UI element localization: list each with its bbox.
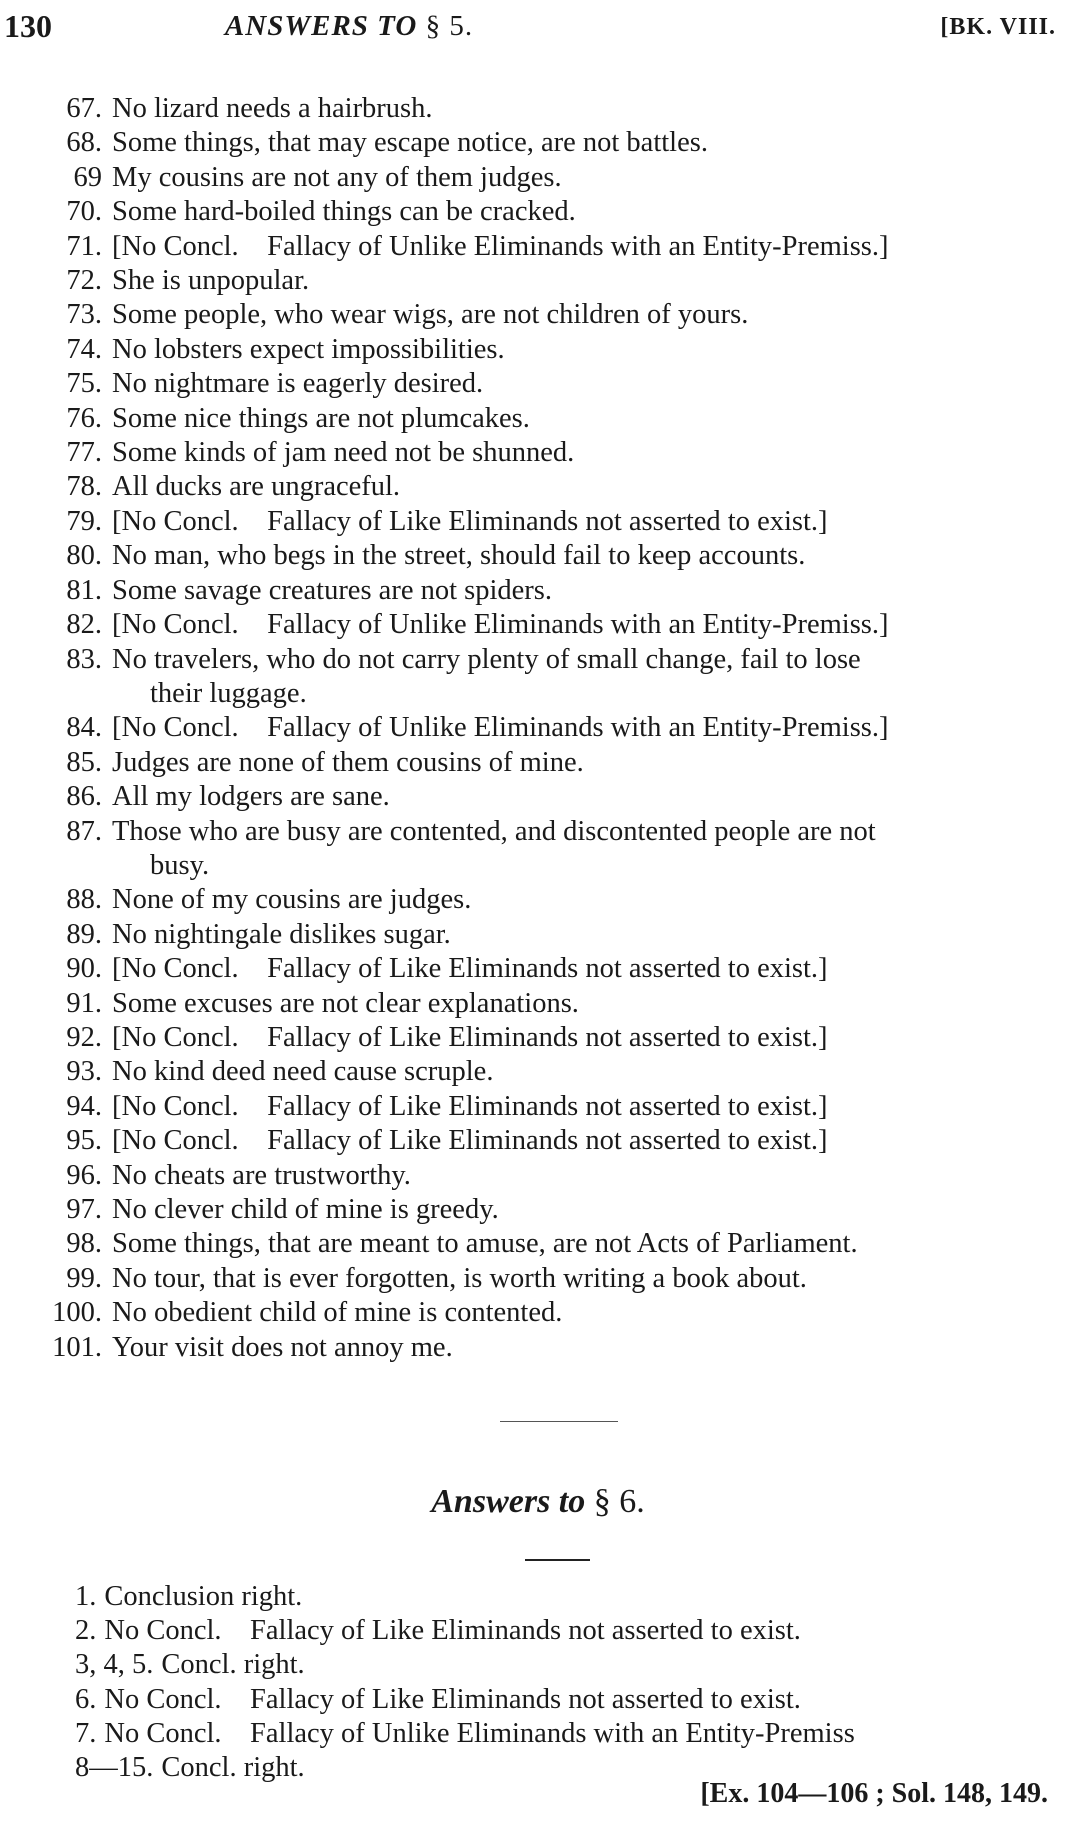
item-number: 86.: [66, 781, 102, 813]
item-text: [112, 1331, 1068, 1365]
list-item: [0, 1262, 1068, 1296]
item-text-line: No kind deed need cause scruple.: [112, 1056, 494, 1088]
item-text: [112, 883, 1068, 917]
item-number: 79.: [66, 505, 102, 537]
item-text-line: Those who are busy are contented, and discontented people are not: [112, 815, 876, 847]
list-item: [0, 1193, 1068, 1227]
item-text: [112, 711, 1068, 745]
item-text: [112, 780, 1068, 814]
item-text: [112, 470, 1068, 504]
answers-section-6-list: [75, 1580, 1075, 1785]
item-number: 75.: [66, 368, 102, 400]
item-number: 71.: [66, 230, 102, 262]
list-item: [0, 230, 1068, 264]
item-text: [112, 1090, 1068, 1124]
item-number: 82.: [66, 609, 102, 641]
item-text-line: Some things, that are meant to amuse, are not Acts of Parliament.: [112, 1228, 858, 1260]
item-number: 101.: [52, 1331, 102, 1363]
item-text: [112, 436, 1068, 470]
section-6-heading: [0, 1483, 1076, 1521]
item-text-line: [No Concl. Fallacy of Unlike Eliminands with an Entity-Premiss.]: [112, 712, 889, 744]
item-text: [112, 539, 1068, 573]
list-item: [0, 1227, 1068, 1261]
item-text: [112, 1227, 1068, 1261]
item-text: [112, 746, 1068, 780]
running-title-text: ANSWERS TO: [224, 10, 418, 42]
item-text: [112, 1124, 1068, 1158]
item-text-line: Some excuses are not clear explanations.: [112, 987, 579, 1019]
item-number: 67.: [66, 93, 102, 124]
page-number: 130: [4, 8, 52, 44]
list-item: [0, 987, 1068, 1021]
list-item: [0, 1124, 1068, 1158]
item-number: 88.: [66, 884, 102, 916]
item-number: 6.: [75, 1683, 97, 1715]
item-text: [112, 815, 1068, 884]
item-number: 90.: [66, 953, 102, 985]
item-text-line: All my lodgers are sane.: [112, 781, 390, 813]
list-item: [75, 1648, 1075, 1682]
item-text-line: [No Concl. Fallacy of Unlike Eliminands with an Entity-Premiss.]: [112, 609, 889, 641]
list-item: [0, 195, 1068, 229]
item-text: [112, 574, 1068, 608]
item-number: 89.: [66, 918, 102, 950]
list-item: [0, 264, 1068, 298]
list-item: [0, 608, 1068, 642]
item-text: Concl. right.: [161, 1649, 305, 1681]
item-text-line: No man, who begs in the street, should fail to keep accounts.: [112, 540, 806, 572]
item-number: 100.: [52, 1297, 102, 1329]
running-title-section: § 5.: [425, 10, 474, 42]
list-item: [0, 746, 1068, 780]
list-item: [0, 643, 1068, 712]
item-text: [112, 402, 1068, 436]
list-item: [75, 1580, 1075, 1614]
item-text-line: No nightmare is eagerly desired.: [112, 368, 484, 400]
item-number: 87.: [66, 815, 102, 847]
item-number: 99.: [66, 1262, 102, 1294]
item-text: No Concl. Fallacy of Like Eliminands not asserted to exist.: [104, 1615, 801, 1647]
list-item: [0, 1296, 1068, 1330]
item-text-line: Some things, that may escape notice, are not battles.: [112, 127, 708, 159]
list-item: [0, 92, 1068, 126]
item-number: 8—15.: [75, 1752, 154, 1784]
list-item: [0, 952, 1068, 986]
item-number: 68.: [66, 127, 102, 159]
item-text: [112, 1193, 1068, 1227]
item-text: [112, 230, 1068, 264]
item-number: 91.: [66, 987, 102, 1019]
item-text-line: Judges are none of them cousins of mine.: [112, 746, 584, 778]
item-number: 84.: [66, 712, 102, 744]
item-number: 78.: [66, 471, 102, 503]
item-text-line: [No Concl. Fallacy of Unlike Eliminands with an Entity-Premiss.]: [112, 230, 889, 262]
item-number: 83.: [66, 643, 102, 675]
item-number: 74.: [66, 333, 102, 365]
item-text-line: Some nice things are not plumcakes.: [112, 402, 530, 434]
item-text-line: No tour, that is ever forgotten, is worth writing a book about.: [112, 1262, 807, 1294]
list-item: [0, 918, 1068, 952]
item-text-line: Some kinds of jam need not be shunned.: [112, 437, 575, 469]
item-text: [112, 918, 1068, 952]
item-text: [112, 987, 1068, 1021]
item-text-line: All ducks are ungraceful.: [112, 471, 401, 503]
list-item: [0, 333, 1068, 367]
section-divider: [500, 1421, 618, 1422]
item-text: [112, 1159, 1068, 1193]
list-item: [75, 1717, 1075, 1751]
page-header: [4, 8, 1060, 48]
item-number: 1.: [75, 1581, 97, 1612]
item-text: [112, 92, 1068, 126]
list-item: [0, 161, 1068, 195]
item-number: 85.: [66, 746, 102, 778]
item-text-line: No lobsters expect impossibilities.: [112, 333, 505, 365]
list-item: [0, 298, 1068, 332]
item-text: [112, 1262, 1068, 1296]
item-number: 81.: [66, 574, 102, 606]
heading-rule: [525, 1559, 590, 1561]
item-number: 76.: [66, 402, 102, 434]
list-item: [0, 711, 1068, 745]
book-reference: [BK. VIII.: [940, 14, 1056, 40]
item-number: 7.: [75, 1717, 97, 1749]
item-text: Concl. right.: [161, 1752, 305, 1784]
item-text: [112, 505, 1068, 539]
list-item: [0, 883, 1068, 917]
item-text: [112, 126, 1068, 160]
item-number: 2.: [75, 1615, 97, 1647]
item-text-line: [No Concl. Fallacy of Like Eliminands not asserted to exist.]: [112, 1090, 828, 1122]
item-text-line: No travelers, who do not carry plenty of small change, fail to lose: [112, 643, 861, 675]
item-text-line: No nightingale dislikes sugar.: [112, 918, 451, 950]
list-item: [0, 402, 1068, 436]
item-text: No Concl. Fallacy of Like Eliminands not asserted to exist.: [104, 1683, 801, 1715]
list-item: [0, 574, 1068, 608]
item-text-line: None of my cousins are judges.: [112, 884, 472, 916]
list-item: [0, 470, 1068, 504]
section-6-heading-text: Answers to: [431, 1483, 586, 1520]
item-text-line: Some people, who wear wigs, are not children of yours.: [112, 299, 749, 331]
item-number: 72.: [66, 265, 102, 297]
list-item: [0, 1159, 1068, 1193]
item-number: 73.: [66, 299, 102, 331]
item-text-line: [No Concl. Fallacy of Like Eliminands not asserted to exist.]: [112, 1021, 828, 1053]
item-text-line: Your visit does not annoy me.: [112, 1331, 453, 1363]
list-item: [0, 1055, 1068, 1089]
item-text-line: [No Concl. Fallacy of Like Eliminands not asserted to exist.]: [112, 1125, 828, 1157]
list-item: [0, 1331, 1068, 1365]
cross-reference: [Ex. 104—106 ; Sol. 148, 149.: [700, 1778, 1048, 1809]
item-text-line: No obedient child of mine is contented.: [112, 1297, 563, 1329]
item-text: [112, 1055, 1068, 1089]
item-number: 97.: [66, 1194, 102, 1225]
item-text: [112, 1021, 1068, 1055]
item-text-line: Some hard-boiled things can be cracked.: [112, 196, 576, 228]
item-text: [112, 333, 1068, 367]
item-text: [112, 161, 1068, 195]
list-item: [0, 126, 1068, 160]
list-item: [0, 367, 1068, 401]
list-item: [75, 1614, 1075, 1648]
item-text: [112, 952, 1068, 986]
item-text: [112, 264, 1068, 298]
item-text: [112, 298, 1068, 332]
running-title: [4, 10, 694, 43]
item-text-line: My cousins are not any of them judges.: [112, 161, 562, 193]
answers-section-5-list: [0, 92, 1068, 1365]
list-item: [75, 1683, 1075, 1717]
item-number: 96.: [66, 1159, 102, 1191]
item-number: 98.: [66, 1228, 102, 1260]
item-number: 94.: [66, 1090, 102, 1122]
item-text-line: No clever child of mine is greedy.: [112, 1194, 499, 1225]
item-text-continuation: their luggage.: [150, 677, 307, 709]
item-text: Conclusion right.: [104, 1581, 303, 1612]
item-number: 69: [73, 161, 102, 193]
item-text: No Concl. Fallacy of Unlike Eliminands with an Entity-Premiss: [104, 1717, 855, 1749]
item-number: 92.: [66, 1021, 102, 1053]
list-item: [0, 505, 1068, 539]
item-text: [112, 195, 1068, 229]
item-text: [112, 608, 1068, 642]
list-item: [0, 1090, 1068, 1124]
item-number: 95.: [66, 1125, 102, 1157]
item-number: 80.: [66, 540, 102, 572]
item-text-line: She is unpopular.: [112, 265, 310, 297]
item-number: 3, 4, 5.: [75, 1649, 154, 1681]
item-text: [112, 1296, 1068, 1330]
list-item: [0, 780, 1068, 814]
item-text: [112, 367, 1068, 401]
list-item: [0, 436, 1068, 470]
item-text-line: [No Concl. Fallacy of Like Eliminands not asserted to exist.]: [112, 505, 828, 537]
item-text-line: [No Concl. Fallacy of Like Eliminands not asserted to exist.]: [112, 953, 828, 985]
item-text: [112, 643, 1068, 712]
list-item: [0, 539, 1068, 573]
item-text-line: Some savage creatures are not spiders.: [112, 574, 552, 606]
item-number: 70.: [66, 196, 102, 228]
item-text-line: No cheats are trustworthy.: [112, 1159, 411, 1191]
list-item: [0, 1021, 1068, 1055]
list-item: [0, 815, 1068, 884]
section-6-heading-number: § 6.: [593, 1483, 645, 1520]
item-number: 77.: [66, 437, 102, 469]
item-number: 93.: [66, 1056, 102, 1088]
item-text-line: No lizard needs a hairbrush.: [112, 93, 433, 124]
item-text-continuation: busy.: [150, 849, 210, 881]
